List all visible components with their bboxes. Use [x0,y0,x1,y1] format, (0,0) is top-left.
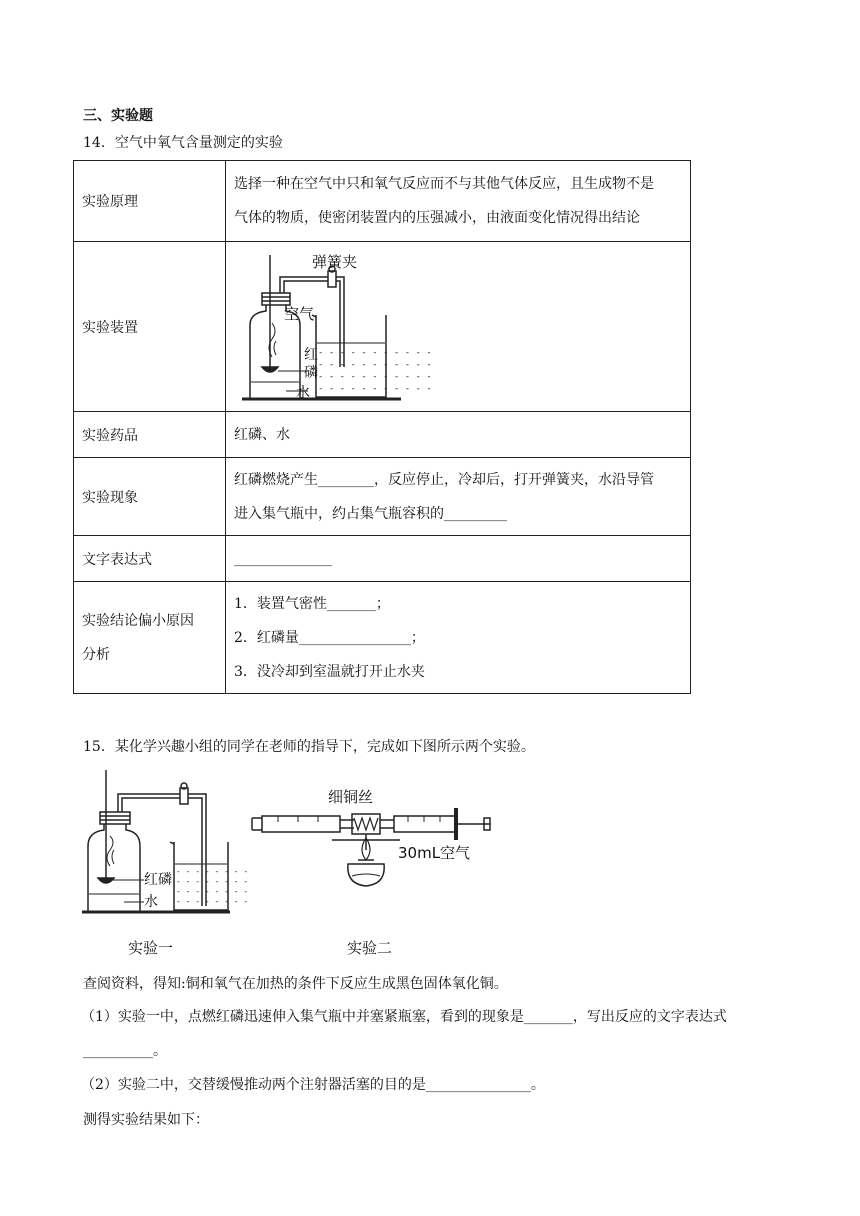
row-label [74,582,226,694]
svg-text:- - - - - - - -: - - - - - - - - [176,887,249,896]
exp1-label-phosphorus: 红磷 [144,872,172,888]
experiment-1-figure [78,766,249,916]
label-water: 水 [296,384,310,401]
label-line: 分析 [82,646,110,663]
table-row [74,161,691,242]
table-row [74,242,691,412]
result-intro: 测得实验结果如下： [83,1112,209,1128]
question-15-part-2: （2）实验二中，交替缓慢推动两个注射器活塞的目的是_______________。 [81,1077,545,1093]
question-15-title: 15．某化学兴趣小组的同学在老师的指导下，完成如下图所示两个实验。 [83,739,535,755]
value-line: 1．装置气密性_______； [234,595,390,612]
exp1-label-water: 水 [144,894,158,910]
row-label: 实验装置 [74,242,226,412]
svg-text:- - - - - - - - - - -: - - - - - - - - - - - [318,359,432,370]
table-row [74,458,691,536]
row-label: 实验现象 [74,458,226,536]
svg-text:- - - - - - - - - - -: - - - - - - - - - - - [318,383,432,394]
value-line: 红磷燃烧产生________，反应停止，冷却后，打开弹簧夹，水沿导管 [234,471,654,488]
question-15-part-1-line-2: __________。 [83,1043,167,1059]
value-line: 选择一种在空气中只和氧气反应而不与其他气体反应，且生成物不是 [234,176,654,192]
section-title: 三、实验题 [83,108,153,124]
label-line: 实验结论偏小原因 [82,612,194,629]
svg-text:- - - - - - - - - - -: - - - - - - - - - - - [318,371,432,382]
value-line: 3．没冷却到室温就打开止水夹 [234,663,425,680]
table-row [74,536,691,582]
reference-info: 查阅资料，得知:铜和氧气在加热的条件下反应生成黑色固体氧化铜。 [83,976,508,992]
row-label: 文字表达式 [74,536,226,582]
exp2-label-wire: 细铜丝 [328,788,374,806]
row-label: 实验药品 [74,412,226,458]
label-air: 空气 [284,304,315,323]
svg-text:- - - - - - - -: - - - - - - - - [176,877,249,886]
row-value [226,161,691,242]
experiment-2-figure [248,780,498,892]
value-line: 气体的物质，使密闭装置内的压强减小，由液面变化情况得出结论 [234,210,640,226]
caption-experiment-2: 实验二 [347,939,393,957]
exp2-label-air: 30mL空气 [398,844,471,862]
table-row [74,582,691,694]
row-label: 实验原理 [74,161,226,242]
label-clamp: 弹簧夹 [312,252,358,271]
apparatus-figure [236,247,432,407]
row-value: ______________ [226,536,691,582]
row-value [226,582,691,694]
value-line: 2．红磷量________________； [234,629,425,646]
question-15-part-1-line-1: （1）实验一中，点燃红磷迅速伸入集气瓶中并塞紧瓶塞，看到的现象是_______，写出反应的文字表达式 [81,1009,727,1025]
svg-text:- - - - - - - -: - - - - - - - - [176,867,249,876]
label-phosphorus-1: 红 [304,346,318,363]
row-value: 红磷、水 [226,412,691,458]
experiment-table [73,160,691,694]
apparatus-figure-cell [226,242,691,412]
value-line: 进入集气瓶中，约占集气瓶容积的_________ [234,505,507,522]
row-value [226,458,691,536]
label-phosphorus-2: 磷 [304,364,318,381]
caption-experiment-1: 实验一 [128,939,174,957]
table-row [74,412,691,458]
question-14-title: 14．空气中氧气含量测定的实验 [83,135,283,151]
svg-text:- - - - - - - - - - -: - - - - - - - - - - - [318,347,432,358]
svg-text:- - - - - - - -: - - - - - - - - [176,897,249,906]
